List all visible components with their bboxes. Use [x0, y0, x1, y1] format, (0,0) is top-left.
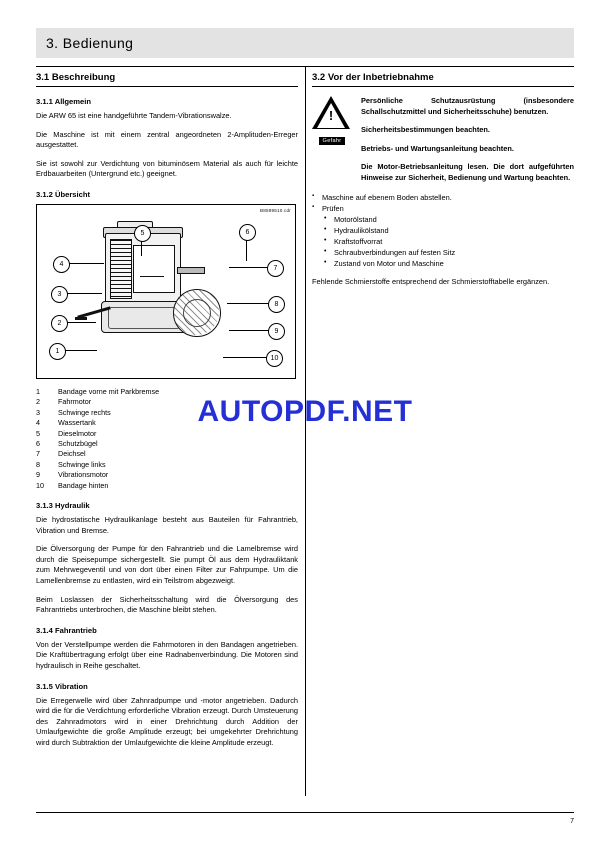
legend-label: Bandage vorne mit Parkbremse: [58, 386, 160, 396]
legend-item: [36, 429, 298, 439]
check-sub-3: • Kraftstoffvorrat: [324, 236, 574, 247]
section-heading-before-startup: 3.2 Vor der Inbetriebnahme: [312, 72, 574, 87]
legend-number: 1: [36, 386, 40, 396]
front-drum-inner: [108, 307, 180, 329]
callout-5: 5: [134, 225, 151, 242]
warning-block: [312, 96, 574, 192]
legend-item: [36, 481, 298, 491]
page-number: 7: [570, 818, 574, 825]
hydraulik-p1: Die hydrostatische Hydraulikanlage besteht aus Bauteilen für Fahrantrieb, Vibration und Bremse.: [36, 515, 298, 535]
check-sub-5: • Zustand von Motor und Maschine: [324, 258, 574, 269]
callout-4: 4: [53, 256, 70, 273]
engine-marking-shape: [140, 252, 164, 277]
warning-text: [361, 96, 574, 192]
legend-number: 6: [36, 439, 40, 448]
warning-sign: [312, 96, 352, 147]
leader-line-3: [64, 293, 102, 294]
legend-number: 7: [36, 449, 40, 459]
vibration-p1: Die Erregerwelle wird über Zahnradpumpe und -motor angetrieben. Dadurch wird die für die Verdichtung erforderliche Vibration erzeugt. Durch Umsteuerung des Zahnradmotors wird in einer Drehrichtung durch Addition der Umlaufgewichte die große Amplitude erzeugt; bei umgekehrter Drehrichtung wird durch Subtraktion der Umlaufgewichte die kleine Amplitude erzeugt.: [36, 695, 298, 747]
subheading-hydraulik: 3.1.3 Hydraulik: [36, 501, 90, 511]
legend-item: [36, 470, 298, 480]
legend-label: Fahrmotor: [58, 397, 92, 407]
section-heading-description: 3.1 Beschreibung: [36, 72, 298, 87]
callout-1: 1: [49, 343, 66, 360]
check-sublist: [312, 214, 574, 269]
allgemein-p1: Die ARW 65 ist eine handgeführte Tandem-Vibrationswalze.: [36, 111, 232, 120]
figure-code-label: B8599510.cdr: [259, 207, 291, 213]
legend-number: 3: [36, 407, 40, 417]
allgemein-p3: Sie ist sowohl zur Verdichtung von bituminösem Material als auch für leichte Erdbauarbeiten (Untergrund etc.) geeignet.: [36, 158, 298, 179]
right-column: [312, 72, 574, 287]
leader-line-4: [66, 263, 104, 264]
legend-label: Vibrationsmotor: [58, 470, 109, 480]
legend-label: Deichsel: [58, 449, 86, 459]
legend-number: 10: [36, 480, 44, 490]
warning-line-1: Persönliche Schutzausrüstung (insbesondere Schallschutzmittel und Sicherheitsschuhe) benutzen.: [361, 96, 574, 116]
legend-number: 4: [36, 418, 40, 428]
warning-icon-label: Gefahr: [319, 137, 346, 145]
leader-line-7: [229, 267, 268, 268]
check-sub-1: • Motorölstand: [324, 214, 574, 225]
leader-line-5: [141, 240, 142, 256]
legend-number: 2: [36, 397, 40, 407]
drawbar-grip-shape: [75, 317, 87, 320]
watermark: AUTOPDF.NET: [197, 395, 413, 428]
legend-number: 5: [36, 428, 40, 438]
callout-6: 6: [239, 224, 256, 241]
fahrantrieb-p1: Von der Verstellpumpe werden die Fahrmotoren in den Bandagen angetrieben. Die Kraftübertragung erfolgt über eine Radnabenverbindung. Die Motoren sind hydraulisch in Reihe geschaltet.: [36, 639, 298, 670]
legend-item: [36, 439, 298, 449]
subheading-uebersicht: 3.1.2 Übersicht: [36, 189, 91, 199]
allgemein-p2: Die Maschine ist mit einem zentral angeordneten 2-Amplituden-Erreger ausgestattet.: [36, 129, 298, 150]
leader-line-2: [64, 322, 96, 323]
callout-8: 8: [268, 296, 285, 313]
callout-7: 7: [267, 260, 284, 277]
swing-arm-shape: [177, 267, 205, 274]
callout-3: 3: [51, 286, 68, 303]
check-item-2: ▪ Prüfen: [312, 203, 574, 214]
column-divider: [305, 66, 306, 796]
subheading-allgemein: 3.1.1 Allgemein: [36, 97, 92, 106]
hydraulik-p2: Die Ölversorgung der Pumpe für den Fahrantrieb und die Lamelbremse wird durch die Speisepumpe sichergestellt. Sie pumpt Öl aus dem Hydrauliktank zum Mehrwegeventil und von dort über einen Filter zur Fahrpumpe. Um die Lamellenbremse zu entlasten, wird ein Teilstrom abgezweigt.: [36, 544, 298, 585]
legend-number: 9: [36, 470, 40, 480]
machine-grill-shape: [110, 239, 132, 299]
callout-2: 2: [51, 315, 68, 332]
footer-rule: [36, 812, 574, 813]
check-item-1: ▪ Maschine auf ebenem Boden abstellen.: [312, 192, 574, 203]
legend-label: Wassertank: [58, 418, 96, 428]
check-sub-4: • Schraubverbindungen auf festen Sitz: [324, 247, 574, 258]
legend-item: [36, 449, 298, 459]
machine-overview-figure: [36, 204, 296, 379]
subheading-fahrantrieb: 3.1.4 Fahrantrieb: [36, 625, 97, 635]
chapter-title: 3. Bedienung: [46, 35, 134, 51]
leader-line-8: [227, 303, 269, 304]
legend-item: [36, 460, 298, 470]
subheading-vibration: 3.1.5 Vibration: [36, 681, 88, 691]
warning-line-2: Sicherheitsbestimmungen beachten.: [361, 125, 490, 135]
leader-line-10: [223, 357, 267, 358]
warning-line-4: Die Motor-Betriebsanleitung lesen. Die dort aufgeführten Hinweise zur Sicherheit, Bedienung und Wartung beachten.: [361, 162, 574, 182]
leader-line-9: [229, 330, 269, 331]
leader-line-6: [246, 239, 247, 261]
callout-9: 9: [268, 323, 285, 340]
legend-label: Bandage hinten: [58, 480, 109, 490]
legend-label: Dieselmotor: [58, 428, 97, 438]
legend-label: Schutzbügel: [58, 439, 98, 448]
check-sub-2: • Hydraulikölstand: [324, 225, 574, 236]
legend-number: 8: [36, 459, 40, 469]
lubricant-note: Fehlende Schmierstoffe entsprechend der Schmierstofftabelle ergänzen.: [312, 276, 550, 286]
warning-line-3: Betriebs- und Wartungsanleitung beachten.: [361, 143, 514, 153]
rear-drum-hatching: [173, 289, 219, 335]
check-list: [312, 192, 574, 214]
legend-label: Schwinge links: [58, 459, 106, 469]
machine-drawing: [77, 227, 227, 367]
legend-label: Schwinge rechts: [58, 407, 111, 417]
warning-triangle-icon: !: [312, 96, 350, 129]
hydraulik-p3: Beim Loslassen der Sicherheitsschaltung wird die Ölversorgung des Fahrantriebs unterbrochen, die Maschine bleibt stehen.: [36, 594, 298, 615]
leader-line-1: [61, 350, 97, 351]
callout-10: 10: [266, 350, 283, 367]
